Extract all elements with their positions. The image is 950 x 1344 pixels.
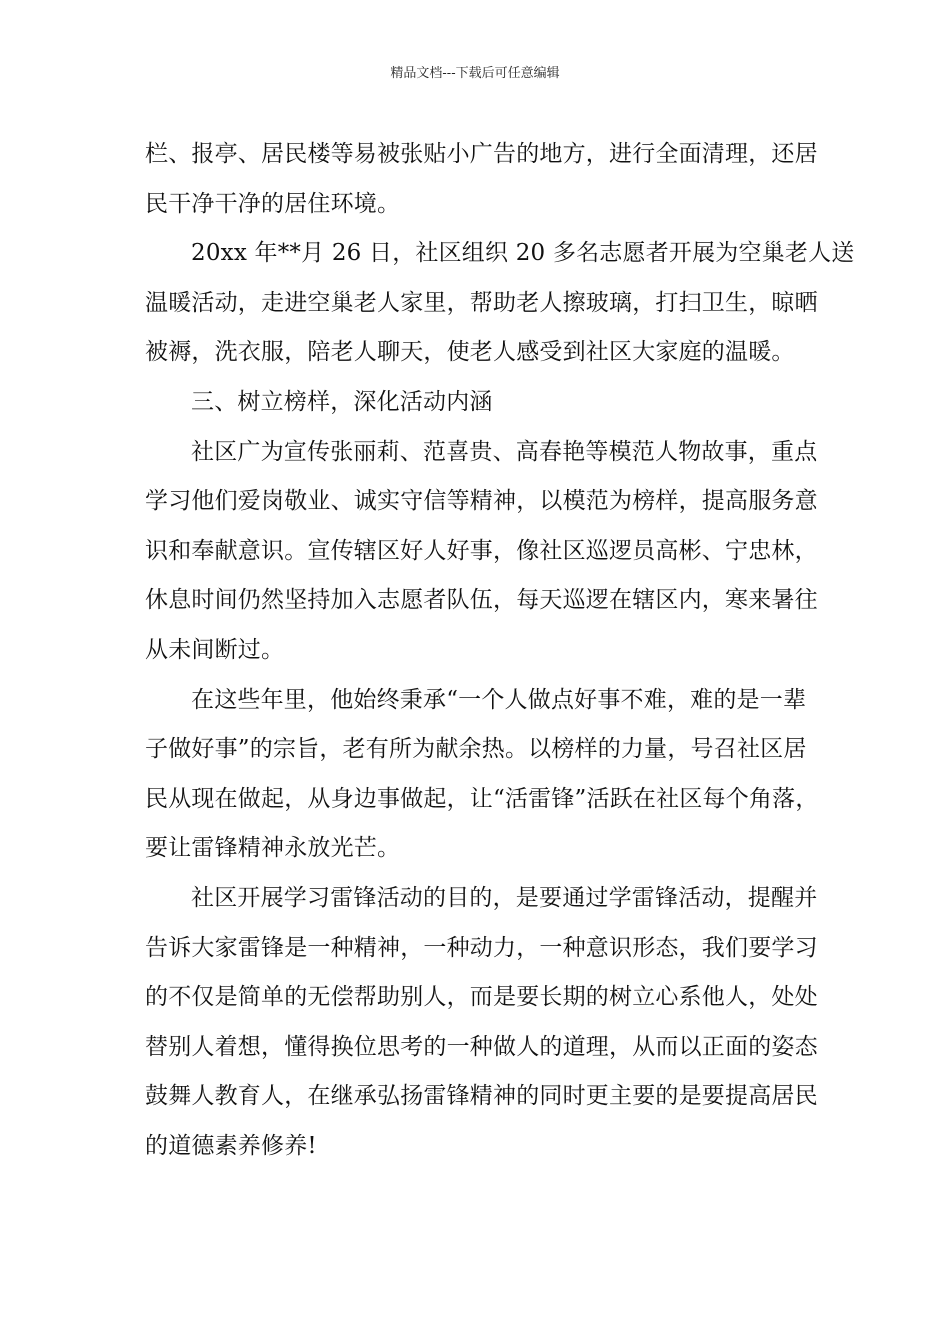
text-line: 替别人着想，懂得换位思考的一种做人的道理，从而以正面的姿态	[145, 1033, 818, 1060]
text-line: 社区广为宣传张丽莉、范喜贵、高春艳等模范人物故事，重点	[191, 438, 818, 465]
text-line: 告诉大家雷锋是一种精神，一种动力，一种意识形态，我们要学习	[145, 934, 818, 961]
text-line: 在这些年里，他始终秉承“一个人做点好事不难，难的是一辈	[191, 686, 807, 713]
text-line: 学习他们爱岗敬业、诚实守信等精神，以模范为榜样，提高服务意	[145, 488, 818, 515]
text-line: 民干净干净的居住环境。	[145, 190, 401, 217]
document-body	[145, 130, 855, 1171]
text-line: 识和奉献意识。宣传辖区好人好事，像社区巡逻员高彬、宁忠林，	[145, 537, 818, 564]
section-heading: 三、树立榜样，深化活动内涵	[191, 388, 493, 415]
text-line: 要让雷锋精神永放光芒。	[145, 835, 401, 862]
text-line: 鼓舞人教育人，在继承弘扬雷锋精神的同时更主要的是要提高居民	[145, 1083, 818, 1110]
text-line: 温暖活动，走进空巢老人家里，帮助老人擦玻璃，打扫卫生，晾晒	[145, 289, 818, 316]
text-line: 社区开展学习雷锋活动的目的，是要通过学雷锋活动，提醒并	[191, 884, 818, 911]
text-line: 子做好事”的宗旨，老有所为献余热。以榜样的力量，号召社区居	[145, 736, 807, 763]
text-line: 从未间断过。	[145, 636, 285, 663]
text-line: 20xx 年**月 26 日，社区组织 20 多名志愿者开展为空巢老人送	[191, 240, 855, 267]
text-line: 栏、报亭、居民楼等易被张贴小广告的地方，进行全面清理，还居	[145, 141, 818, 167]
page-header: 精品文档---下载后可任意编辑	[390, 66, 560, 81]
text-line: 休息时间仍然坚持加入志愿者队伍，每天巡逻在辖区内，寒来暑往	[145, 587, 818, 614]
text-line: 被褥，洗衣服，陪老人聊天，使老人感受到社区大家庭的温暖。	[145, 339, 795, 366]
text-line: 民从现在做起，从身边事做起，让“活雷锋”活跃在社区每个角落，	[145, 785, 819, 812]
text-line: 的不仅是简单的无偿帮助别人，而是要长期的树立心系他人，处处	[145, 984, 818, 1011]
text-line: 的道德素养修养!	[145, 1132, 317, 1159]
